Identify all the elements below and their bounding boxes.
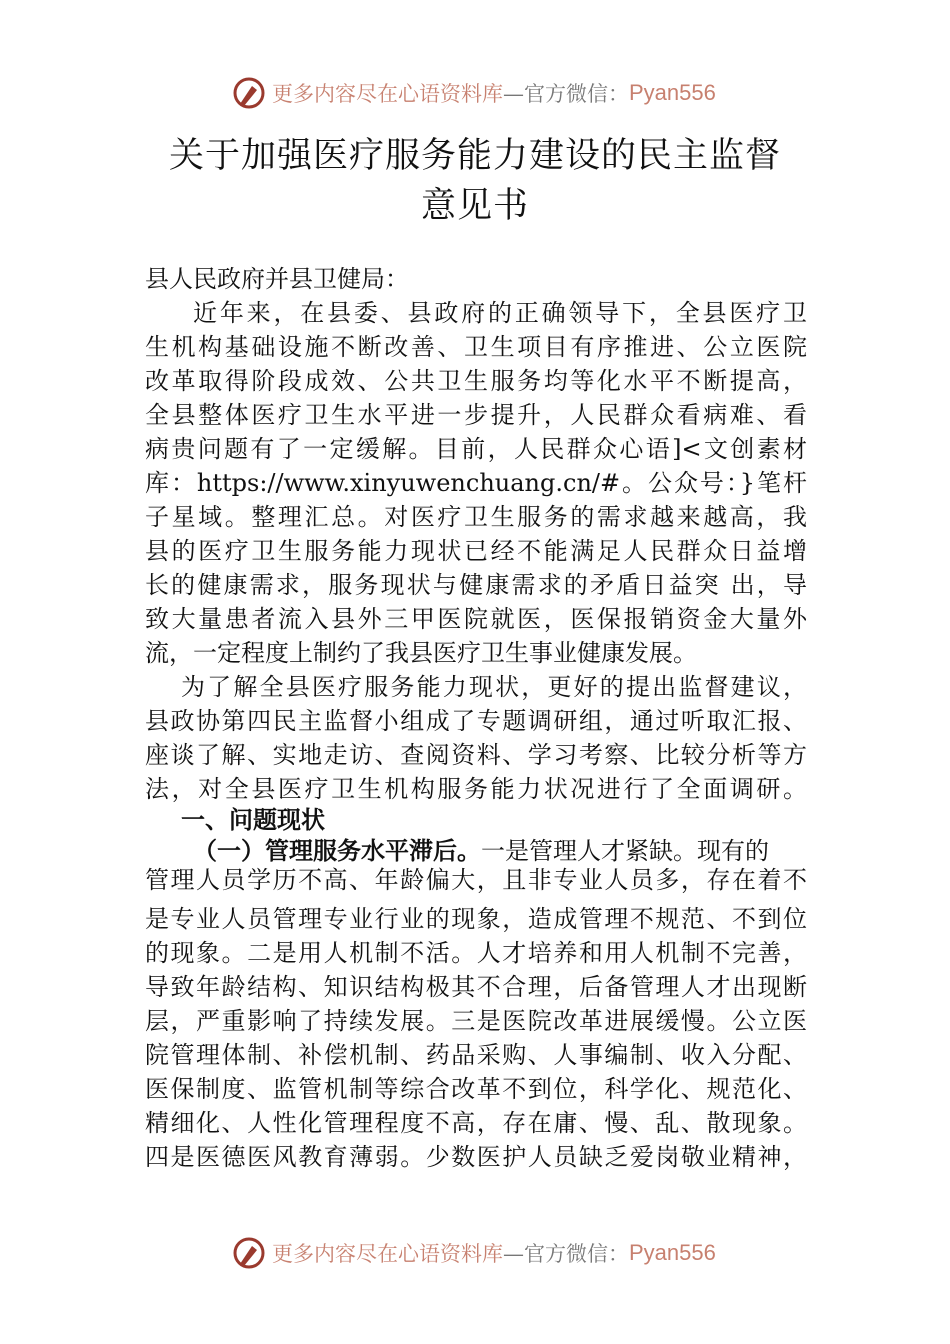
paragraph-line: 导致年龄结构、知识结构极其不合理，后备管理人才出现断: [145, 973, 807, 1001]
paragraph-line: 法，对全县医疗卫生机构服务能力状况进行了全面调研。: [145, 775, 807, 803]
paragraph-line: 致大量患者流入县外三甲医院就医，医保报销资金大量外: [145, 605, 807, 633]
watermark-text: 更多内容尽在心语资料库: [272, 1242, 503, 1266]
paragraph-line: 精细化、人性化管理程度不高，存在庸、慢、乱、散现象。: [145, 1109, 807, 1137]
paragraph-line: 县的医疗卫生服务能力现状已经不能满足人民群众日益增: [145, 537, 807, 565]
paragraph-line: 县政协第四民主监督小组成了专题调研组，通过听取汇报、: [145, 707, 807, 735]
watermark-wechat-id: Pyan556: [629, 1240, 716, 1265]
paragraph-line: 长的健康需求，服务现状与健康需求的矛盾日益突 出，导: [145, 571, 807, 599]
paragraph-line: 流，一定程度上制约了我县医疗卫生事业健康发展。: [145, 639, 697, 667]
paragraph-line: 四是医德医风教育薄弱。少数医护人员缺乏爱岗敬业精神，: [145, 1143, 807, 1171]
document-title-line1: 关于加强医疗服务能力建设的民主监督: [168, 136, 781, 176]
paragraph-line: 医保制度、监管机制等综合改革不到位，科学化、规范化、: [145, 1075, 807, 1103]
paragraph-line: 管理人员学历不高、年龄偏大，且非专业人员多，存在着不: [145, 866, 807, 894]
pen-logo-icon: [232, 76, 266, 110]
subheading-text: 一是管理人才紧缺。现有的: [481, 837, 769, 865]
subheading: （一）管理服务水平滞后。: [193, 838, 481, 865]
paragraph-line: 院管理体制、补偿机制、药品采购、人事编制、收入分配、: [145, 1041, 807, 1069]
watermark-wechat-label: —官方微信：: [503, 82, 629, 106]
salutation: 县人民政府并县卫健局：: [145, 265, 409, 293]
paragraph-line: 库：https://www.xinyuwenchuang.cn/#。公众号：}笔杆: [145, 469, 807, 497]
paragraph-line: 层，严重影响了持续发展。三是医院改革进展缓慢。公立医: [145, 1007, 807, 1035]
watermark-wechat-id: Pyan556: [629, 80, 716, 105]
document-title-line2: 意见书: [420, 186, 529, 226]
document-body: [145, 262, 807, 1174]
subheading-line: [145, 836, 807, 866]
watermark-text: 更多内容尽在心语资料库: [272, 82, 503, 106]
watermark-wechat-label: —官方微信：: [503, 1242, 629, 1266]
footer-watermark: [232, 1233, 716, 1273]
paragraph-line: 改革取得阶段成效、公共卫生服务均等化水平不断提高，: [145, 367, 807, 395]
paragraph-line: 子星域。整理汇总。对医疗卫生服务的需求越来越高，我: [145, 503, 807, 531]
paragraph-line: 是专业人员管理专业行业的现象，造成管理不规范、不到位: [145, 905, 807, 933]
paragraph-line: 生机构基础设施不断改善、卫生项目有序推进、公立医院: [145, 333, 807, 361]
pen-logo-icon: [232, 1236, 266, 1270]
paragraph-line: 为了解全县医疗服务能力现状，更好的提出监督建议，: [181, 673, 807, 701]
header-watermark: [232, 73, 716, 113]
paragraph-line: 近年来，在县委、县政府的正确领导下，全县医疗卫: [193, 299, 807, 327]
paragraph-line: 座谈了解、实地走访、查阅资料、学习考察、比较分析等方: [145, 741, 807, 769]
paragraph-line: 病贵问题有了一定缓解。目前，人民群众心语]<文创素材: [145, 435, 807, 463]
paragraph-line: 的现象。二是用人机制不活。人才培养和用人机制不完善，: [145, 939, 807, 967]
section-heading: 一、问题现状: [181, 807, 325, 834]
paragraph-line: 全县整体医疗卫生水平进一步提升，人民群众看病难、看: [145, 401, 807, 429]
